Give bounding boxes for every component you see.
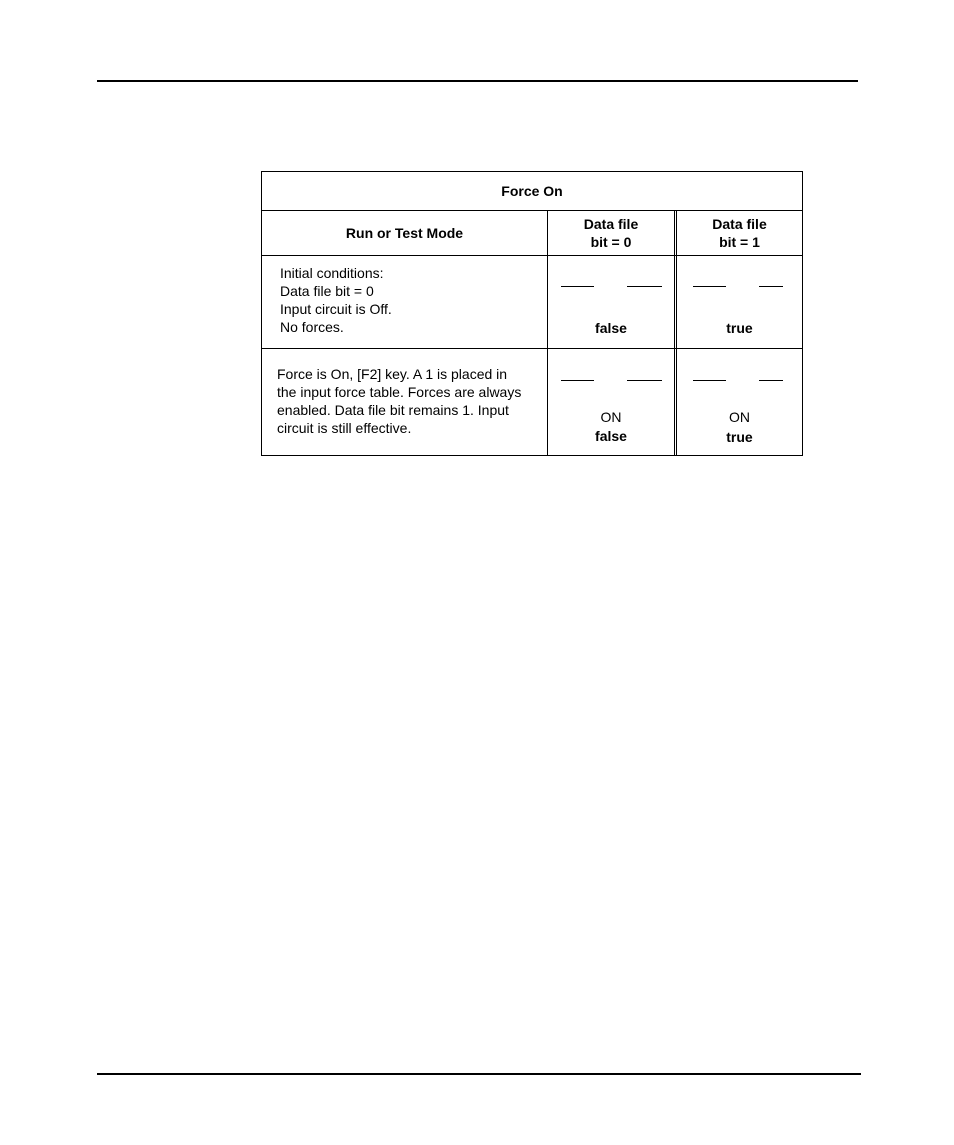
contact-right-rail [627,286,662,287]
row2-bit1-cell [677,349,802,455]
row1-bit0-state: false [595,320,627,336]
row1-desc-line4: No forces. [280,319,344,335]
row2-desc-line2: the input force table. Forces are always [277,384,522,400]
force-on-table [261,171,803,456]
bit0-header-line1: Data file [583,216,639,232]
row1-description [280,264,540,336]
bit1-header-line2: bit = 1 [719,234,760,250]
row2-bit0-force: ON [600,409,622,425]
row1-bit1-state: true [726,320,753,336]
contact-left-rail [561,286,594,287]
contact-right-rail [759,380,783,381]
row1-bit0-cell [548,256,674,348]
column-divider-2a [674,210,675,455]
row2-desc-line4: circuit is still effective. [277,420,412,436]
row2-bit0-state: false [595,428,627,444]
contact-left-rail [693,380,726,381]
row1-desc-line1: Initial conditions: [280,265,384,281]
row1-desc-line3: Input circuit is Off. [280,301,392,317]
bit0-header-line2: bit = 0 [590,234,632,250]
row2-bit0-cell [548,349,674,455]
row2-description [277,365,545,437]
contact-right-rail [759,286,783,287]
row2-desc-line1: Force is On, [F2] key. A 1 is placed in [277,366,508,382]
bit1-header-line1: Data file [712,216,767,232]
row2-desc-line3: enabled. Data file bit remains 1. Input [277,402,509,418]
row1-bit1-cell [677,256,802,348]
contact-right-rail [627,380,662,381]
contact-left-rail [561,380,594,381]
mode-header: Run or Test Mode [345,225,464,241]
bit1-header [677,211,802,255]
bit0-header [548,211,674,255]
row2-bit1-force: ON [729,409,750,425]
header-rule [97,80,858,82]
table-title: Force On [501,183,563,199]
row1-desc-line2: Data file bit = 0 [280,283,374,299]
row2-bit1-state: true [726,429,753,445]
contact-left-rail [693,286,726,287]
footer-rule [97,1073,861,1075]
